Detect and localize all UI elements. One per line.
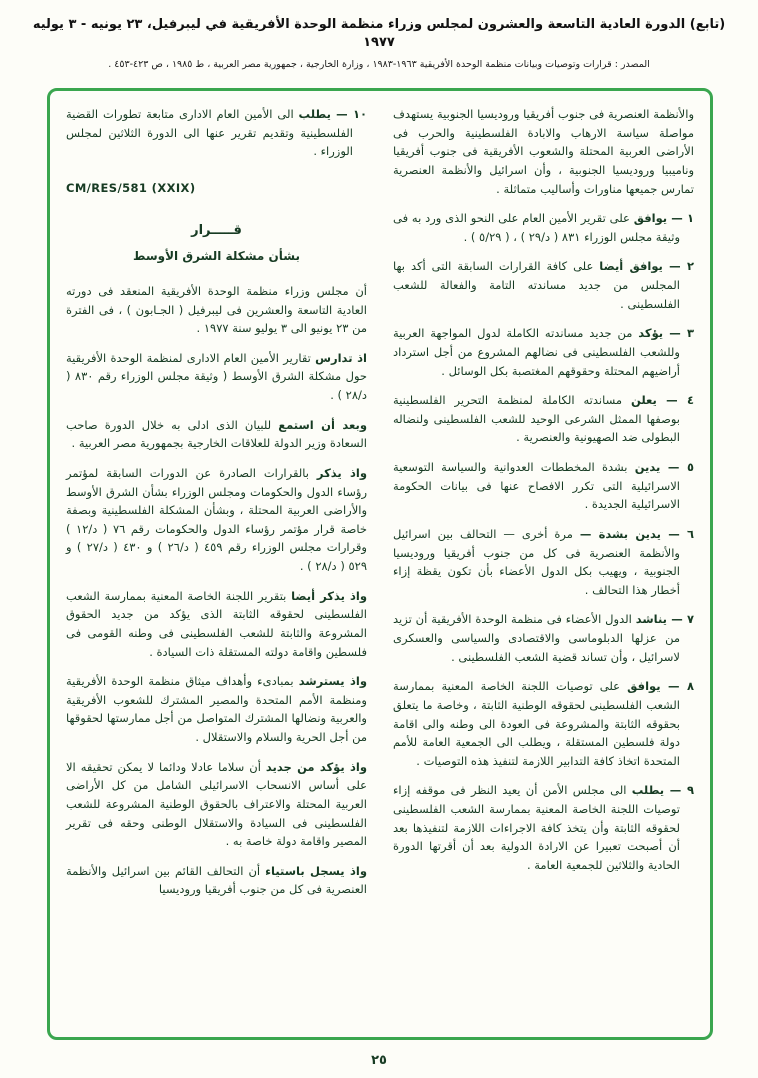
page-number: ٢٥ [371,1053,387,1068]
paragraph-text: للبيان الذى ادلى به خلال الدورة صاحب السعادة وزير الدولة للعلاقات الخارجية بجمهورية مصر العربية . [66,417,367,451]
paragraph-lead: ٣ — يؤكد [638,326,694,341]
paragraph-lead: ٩ — يطلب [631,783,694,798]
paragraph-text: مرة أخرى — التحالف بين اسرائيل والأنظمة العنصرية فى كل من جنوب أفريقيا وروديسيا الجنوبية ، ويهيب بكل الدول الأعضاء بأن تكون يقظة إزاء أخطار هذا التحالف . [393,526,680,597]
paragraph [66,105,367,161]
resolution-reference: CM/RES/581 (XXIX) [66,180,196,195]
paragraph-text: أن مجلس وزراء منظمة الوحدة الأفريقية المنعقد فى دورته العادية التاسعة والعشرين فى ليبرفيل ( الجـابون ) ، فى الفترة من ٢٣ يونيو الى ٣ يوليو سنة ١٩٧٧ . [66,283,367,336]
resolution-subtitle: بشأن مشكلة الشرق الأوسط [133,248,300,263]
paragraph [66,349,367,405]
content-frame [47,88,713,1040]
paragraph [393,324,694,380]
paragraph-lead: اذ تدارس [315,350,367,365]
paragraph-lead: واذ يؤكد من جديد [265,759,367,774]
paragraph [393,209,694,246]
paragraph [393,677,694,770]
paragraph [393,525,694,600]
paragraph-text: الى الأمين العام الادارى متابعة تطورات القضية الفلسطينية وتقديم تقرير عنها الى الدورة الثلاثين لمجلس الوزراء . [66,107,353,159]
paragraph-text: بمبادىء وأهداف ميثاق منظمة الوحدة الأفريقية ومنظمة الأمم المتحدة والمصير المشترك للشعوب الأفريقية والعربية ونضالها المشترك المتواصل من أجل ممارستها لحقوقها من أجل الحرية والسلام والاستقلال . [66,674,367,745]
paragraph-text: على كافة القرارات السابقة التى أكد بها المجلس من جديد مساندته التامة والفعالة للشعب الفلسطينى . [393,259,680,311]
paragraph-lead: وبعد أن استمع [278,417,367,432]
paragraph-text: الى مجلس الأمن أن يعيد النظر فى موقفه إزاء توصيات اللجنة الخاصة المعنية بممارسة الشعب الفلسطينى لحقوقه الثابتة وأن يتخذ كافة الاجراءات اللازمة لتنفيذها بعد أن أصبحت تعبيرا عن الارادة الدولية بعد أن أقرتها الدورة الحادية والثلاثين للجمعية العامة . [393,783,680,872]
page-header [20,16,738,70]
paragraph-text: أن التحالف القائم بين اسرائيل والأنظمة العنصرية فى كل من جنوب أفريقيا وروديسيا [66,863,367,897]
paragraph [66,416,367,453]
header-source: المصدر : قرارات وتوصيات وبيانات منظمة الوحدة الأفريقية ١٩٦٣-١٩٨٣ ، وزارة الخارجية ، جمهورية مصر العربية ، ط ١٩٨٥ ، ص ٤٢٣-٤٥٣ . [108,59,650,71]
header-title: (تابع) الدورة العادية التاسعة والعشرون لمجلس وزراء منظمة الوحدة الأفريقية في ليبرفيل، ٢٣ يونيه - ٣ يوليه ١٩٧٧ [32,17,726,51]
resolution-title: قـــــرار [191,222,242,238]
paragraph [393,781,694,874]
paragraph-lead: ٢ — يوافق أيضا [599,259,694,274]
column-left [66,105,367,1025]
paragraph-text: مساندته الكاملة لمنظمة التحرير الفلسطينية بوصفها الممثل الشرعى الوحيد للشعب الفلسطينى ولنضاله البطولى ضد الصهيونية والعنصرية . [393,393,680,445]
paragraph-text: على توصيات اللجنة الخاصة المعنية بممارسة الشعب الفلسطينى لحقوقه الوطنية الثابتة ، وخاصة ما يتعلق بحقوقه الثابتة والمشروعة فى العودة الى وطنه والى اقامة دولة فلسطين المستقلة ، ويطلب الى الجمعية العامة للأمم المتحدة اتخاذ كافة التدابير اللازمة لتنفيذ هذه التوصيات . [393,679,680,768]
paragraph-text: من جديد مساندته الكاملة لدول المواجهة العربية وللشعب الفلسطينى فى نضالهم المشروع من أجل استرداد أراضيهم المحتلة وحقوقهم المغتصبة بكل الوسائل . [393,326,680,378]
paragraph [66,464,367,576]
paragraph [393,257,694,313]
column-right [393,105,694,1025]
paragraph [66,862,367,899]
paragraph-lead: ١٠ — يطلب [298,107,367,121]
page-footer [0,1049,758,1068]
paragraph-text: بتقرير اللجنة الخاصة المعنية بممارسة الشعب الفلسطينى لحقوقه الثابتة الذى يؤكد من جديد الحقوق المشروعة والثابتة للشعب الفلسطينى فى وطنه القومى فى فلسطين واقامة دولته المستقلة ذات السيادة . [66,588,367,659]
paragraph-lead: ٤ — يعلن [630,393,694,408]
paragraph [66,672,367,747]
paragraph-lead: ٨ — يوافق [627,679,695,694]
paragraph [393,610,694,666]
paragraph-text: الدول الأعضاء فى منظمة الوحدة الأفريقية أن تزيد من عزلها الدبلوماسى والاقتصادى والسياسى والعسكرى لاسرائيل ، وأن تساند قضية الشعب الفلسطينى . [393,612,680,664]
paragraph-lead: ٦ — يدين بشدة — [579,526,694,541]
paragraph [393,391,694,447]
paragraph-lead: واذ يسترشد [298,674,367,689]
paragraph [66,587,367,662]
paragraph-text: والأنظمة العنصرية فى جنوب أفريقيا وروديسيا الجنوبية يستهدف مواصلة سياسة الارهاب والابادة الفلسطينية والحرب فى الأراضى العربية المحتلة والشعوب الأفريقية فى جنوب أفريقيا وناميبيا وروديسيا الجنوبية ، وأن اسرائيل والأنظمة العنصرية تمارس جميعها مناورات وأساليب متماثلة . [393,107,694,196]
paragraph-text: بالقرارات الصادرة عن الدورات السابقة لمؤتمر رؤساء الدول والحكومات ومجلس الوزراء بشأن الشرق الأوسط والأراضى العربية المحتلة ، وبشأن المشكلة الفلسطينية وبصفة خاصة قرار مؤتمر رؤساء الدول والحكومات رقم ٧٦ ( د/١٢ ) وقرارات مجلس الوزراء رقم ٤٥٩ ( د/٢٦ ) و ٤٣٠ ( د/٢٧ ) و ٥٢٩ ( د/٢٨ ) . [66,465,367,574]
paragraph-text: على تقرير الأمين العام على النحو الذى ورد به فى وثيقة مجلس الوزراء ٨٣١ ( د/٢٩ ) ، ( ٥/٢٩ ) . [393,211,680,244]
paragraph-text: تقارير الأمين العام الادارى لمنظمة الوحدة الأفريقية حول مشكلة الشرق الأوسط ( وثيقة مجلس الوزراء رقم ٨٣٠ ( د/٢٨ ) . [66,350,367,403]
paragraph-lead: واذ يذكر [316,465,367,480]
paragraph [393,458,694,514]
paragraph [393,105,694,198]
paragraph-lead: ٧ — يناشد [635,612,694,627]
paragraph-lead: ١ — يوافق [633,211,694,226]
paragraph [66,282,367,338]
paragraph-lead: واذ يسجل باستياء [265,863,367,878]
paragraph [66,758,367,851]
paragraph-text: أن سلاما عادلا ودائما لا يمكن تحقيقه الا على أساس الانسحاب الاسرائيلى الشامل من كل الأراضى العربية المحتلة والاعتراف بالحقوق الوطنية المشروعة للشعب الفلسطينى فى السيادة والاستقلال الوطنى وحقه فى تقرير المصير واقامة دولة خاصة به . [66,759,367,849]
paragraph-text: بشدة المخططات العدوانية والسياسة التوسعية الاسرائيلية التى تكرر الافصاح عنها فى بيانات الحكومة الاسرائيلية الجديدة . [393,460,680,512]
paragraph-lead: واذ يذكر أيضا [291,588,367,603]
paragraph-lead: ٥ — يدين [634,460,694,474]
